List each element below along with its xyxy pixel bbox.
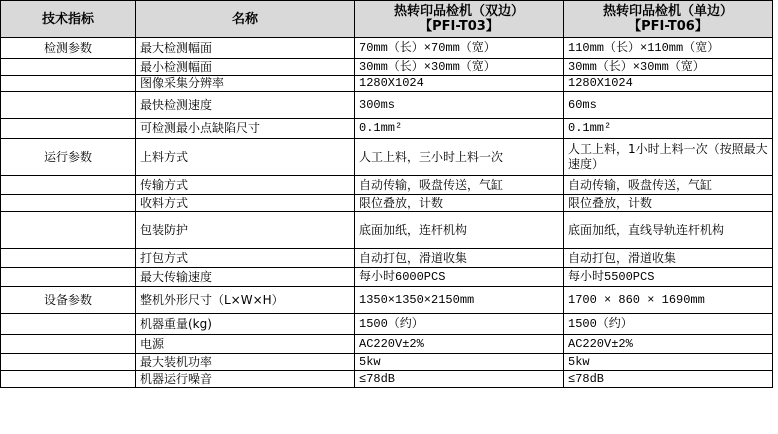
row-t06: 1280X1024 — [564, 76, 773, 92]
row-name: 最大传输速度 — [136, 268, 355, 287]
row-t03: 自动传输，吸盘传送，气缸 — [355, 176, 564, 195]
row-t06: 人工上料，1小时上料一次（按照最大速度） — [564, 139, 773, 176]
row-t06: 30mm（长）×30mm（宽） — [564, 59, 773, 76]
table-row — [1, 268, 773, 287]
row-t03: ≤78dB — [355, 371, 564, 388]
table-row — [1, 212, 773, 249]
row-name: 包装防护 — [136, 212, 355, 249]
row-name: 机器运行噪音 — [136, 371, 355, 388]
category-cell-empty — [1, 119, 136, 139]
table-row — [1, 119, 773, 139]
row-t03: 1280X1024 — [355, 76, 564, 92]
header-name: 名称 — [136, 1, 355, 38]
header-indicator: 技术指标 — [1, 1, 136, 38]
table-row — [1, 92, 773, 119]
row-t03: 5kw — [355, 354, 564, 371]
row-name: 机器重量(kg) — [136, 314, 355, 335]
row-name: 上料方式 — [136, 139, 355, 176]
row-t03: 人工上料，三小时上料一次 — [355, 139, 564, 176]
row-name: 传输方式 — [136, 176, 355, 195]
table-row — [1, 59, 773, 76]
table-row — [1, 76, 773, 92]
table-row — [1, 139, 773, 176]
category-cell-empty — [1, 314, 136, 335]
category-cell-empty — [1, 176, 136, 195]
row-t03: 70mm（长）×70mm（宽） — [355, 38, 564, 59]
row-name: 整机外形尺寸（L×W×H） — [136, 287, 355, 314]
category-cell-empty — [1, 354, 136, 371]
row-t06: 60ms — [564, 92, 773, 119]
table-row — [1, 314, 773, 335]
row-t03: 自动打包，滑道收集 — [355, 249, 564, 268]
category-cell-empty — [1, 335, 136, 354]
row-name: 电源 — [136, 335, 355, 354]
row-t06: AC220V±2% — [564, 335, 773, 354]
header-row — [1, 1, 773, 38]
category-cell-empty — [1, 195, 136, 212]
row-t03: 底面加纸，连杆机构 — [355, 212, 564, 249]
category-cell-empty — [1, 371, 136, 388]
row-t06: 1500（约） — [564, 314, 773, 335]
row-name: 最快检测速度 — [136, 92, 355, 119]
row-t03: AC220V±2% — [355, 335, 564, 354]
row-t06: 1700 × 860 × 1690mm — [564, 287, 773, 314]
row-name: 最大检测幅面 — [136, 38, 355, 59]
row-t06: 110mm（长）×110mm（宽） — [564, 38, 773, 59]
row-t06: 限位叠放，计数 — [564, 195, 773, 212]
row-t06: 自动打包，滑道收集 — [564, 249, 773, 268]
table-row — [1, 287, 773, 314]
row-t06: 自动传输，吸盘传送，气缸 — [564, 176, 773, 195]
category-cell-empty — [1, 212, 136, 249]
row-t03: 每小时6000PCS — [355, 268, 564, 287]
table-row — [1, 249, 773, 268]
row-t06: 5kw — [564, 354, 773, 371]
category-cell-empty — [1, 268, 136, 287]
row-t06: 0.1mm² — [564, 119, 773, 139]
row-t03: 1350×1350×2150mm — [355, 287, 564, 314]
row-name: 可检测最小点缺陷尺寸 — [136, 119, 355, 139]
row-name: 图像采集分辨率 — [136, 76, 355, 92]
category-detection: 检测参数 — [1, 38, 136, 59]
row-t06: ≤78dB — [564, 371, 773, 388]
row-name: 最小检测幅面 — [136, 59, 355, 76]
table-row — [1, 354, 773, 371]
table-row — [1, 371, 773, 388]
row-t03: 限位叠放，计数 — [355, 195, 564, 212]
row-t03: 30mm（长）×30mm（宽） — [355, 59, 564, 76]
row-t06: 底面加纸，直线导轨连杆机构 — [564, 212, 773, 249]
category-cell-empty — [1, 59, 136, 76]
row-t03: 0.1mm² — [355, 119, 564, 139]
category-cell-empty — [1, 76, 136, 92]
table-row — [1, 195, 773, 212]
category-equipment: 设备参数 — [1, 287, 136, 314]
header-t03: 热转印品检机（双边） 【PFI-T03】 — [355, 1, 564, 38]
row-t03: 1500（约） — [355, 314, 564, 335]
category-cell-empty — [1, 92, 136, 119]
category-cell-empty — [1, 249, 136, 268]
row-name: 最大装机功率 — [136, 354, 355, 371]
table-row — [1, 335, 773, 354]
row-t03: 300ms — [355, 92, 564, 119]
header-t06: 热转印品检机（单边） 【PFI-T06】 — [564, 1, 773, 38]
row-name: 收料方式 — [136, 195, 355, 212]
row-name: 打包方式 — [136, 249, 355, 268]
category-operation: 运行参数 — [1, 139, 136, 176]
table-row — [1, 176, 773, 195]
table-row — [1, 38, 773, 59]
row-t06: 每小时5500PCS — [564, 268, 773, 287]
